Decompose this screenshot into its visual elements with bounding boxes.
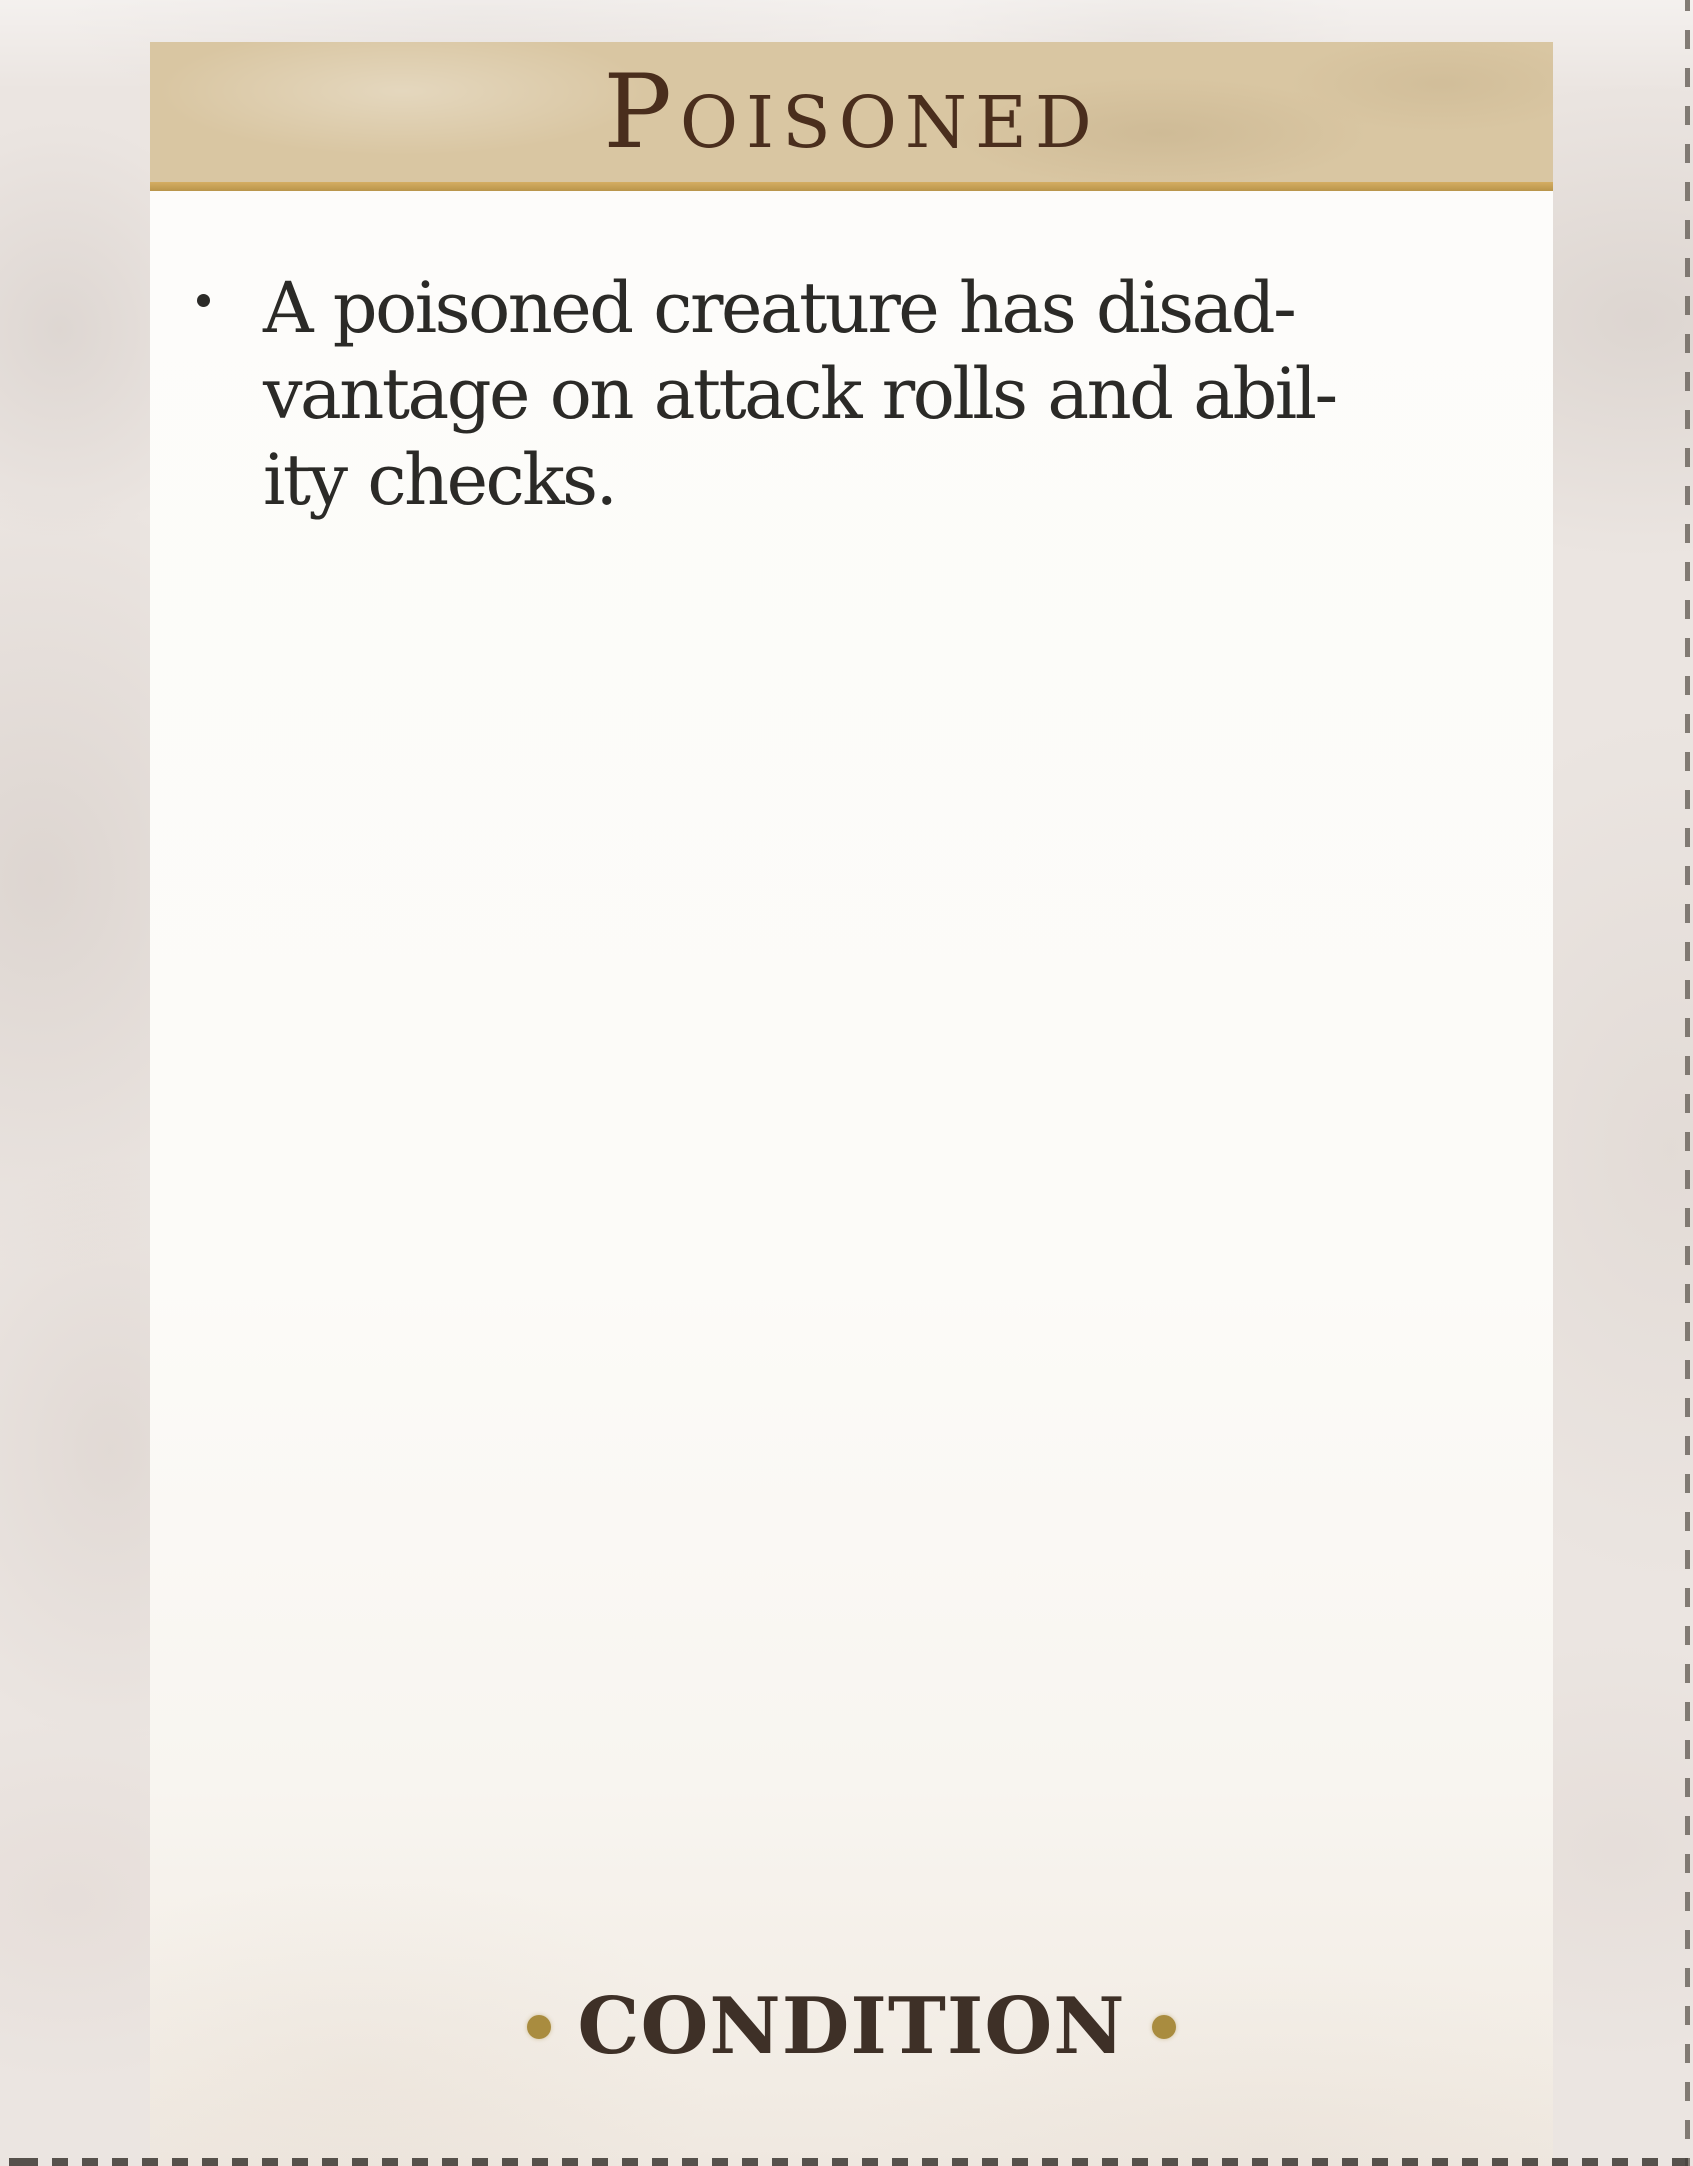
card-type-label: CONDITION [577, 1981, 1126, 2072]
condition-card [150, 42, 1553, 2166]
body-text-line: vantage on attack rolls and abil- [263, 353, 1336, 435]
bullet-icon [197, 294, 210, 307]
card-body-text [263, 265, 1443, 523]
scan-edge-marks-icon [0, 2158, 1693, 2166]
gold-dot-icon [1152, 2015, 1176, 2039]
card-title-band [150, 42, 1553, 182]
card-title: Poisoned [603, 52, 1100, 172]
perforation-dash-column-icon [1685, 0, 1690, 2166]
body-text-line: ity checks. [263, 439, 616, 521]
gold-dot-icon [527, 2015, 551, 2039]
title-divider-rule [150, 182, 1553, 191]
body-text-line: A poisoned creature has disad- [263, 267, 1295, 349]
card-footer [150, 1981, 1553, 2072]
